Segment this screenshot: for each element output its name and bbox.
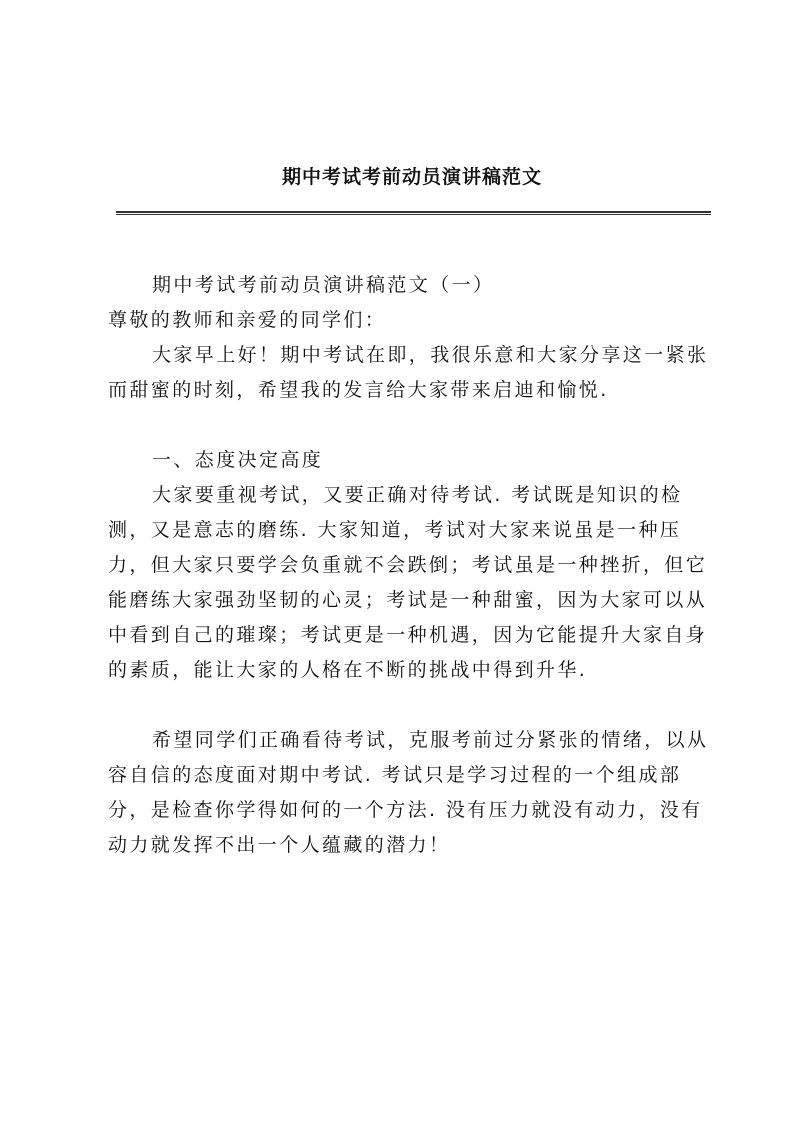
- paragraph-line: 能磨练大家强劲坚韧的心灵；考试是一种甜蜜，因为大家可以从: [108, 589, 708, 611]
- document-body: [108, 268, 708, 863]
- paragraph-line: 动力就发挥不出一个人蕴藏的潜力！: [108, 834, 451, 856]
- paragraph-line: 容自信的态度面对期中考试. 考试只是学习过程的一个组成部: [108, 764, 682, 786]
- section-heading-line: 期中考试考前动员演讲稿范文（一）: [152, 274, 495, 296]
- paragraph-line: 而甜蜜的时刻，希望我的发言给大家带来启迪和愉悦.: [108, 379, 609, 401]
- paragraph-line: 分，是检查你学得如何的一个方法. 没有压力就没有动力，没有: [108, 799, 703, 821]
- paragraph-line: 力，但大家只要学会负重就不会跌倒；考试虽是一种挫折，但它: [108, 554, 708, 576]
- paragraph-line: 中看到自己的璀璨；考试更是一种机遇，因为它能提升大家自身: [108, 624, 708, 646]
- paragraph-line: 大家早上好！期中考试在即，我很乐意和大家分享这一紧张: [152, 344, 709, 366]
- paragraph-line: 大家要重视考试，又要正确对待考试. 考试既是知识的检: [152, 484, 683, 506]
- paragraph-line: 希望同学们正确看待考试，克服考前过分紧张的情绪，以从: [152, 729, 709, 751]
- subheading-line: 一、态度决定高度: [152, 449, 324, 471]
- salutation-line: 尊敬的教师和亲爱的同学们：: [108, 309, 387, 331]
- paragraph-line: 的素质，能让大家的人格在不断的挑战中得到升华.: [108, 659, 588, 681]
- title-divider: [116, 211, 711, 215]
- document-title: 期中考试考前动员演讲稿范文: [281, 166, 542, 188]
- blank-line: [108, 408, 708, 443]
- paragraph-line: 测，又是意志的磨练. 大家知道，考试对大家来说虽是一种压: [108, 519, 682, 541]
- blank-line: [108, 688, 708, 723]
